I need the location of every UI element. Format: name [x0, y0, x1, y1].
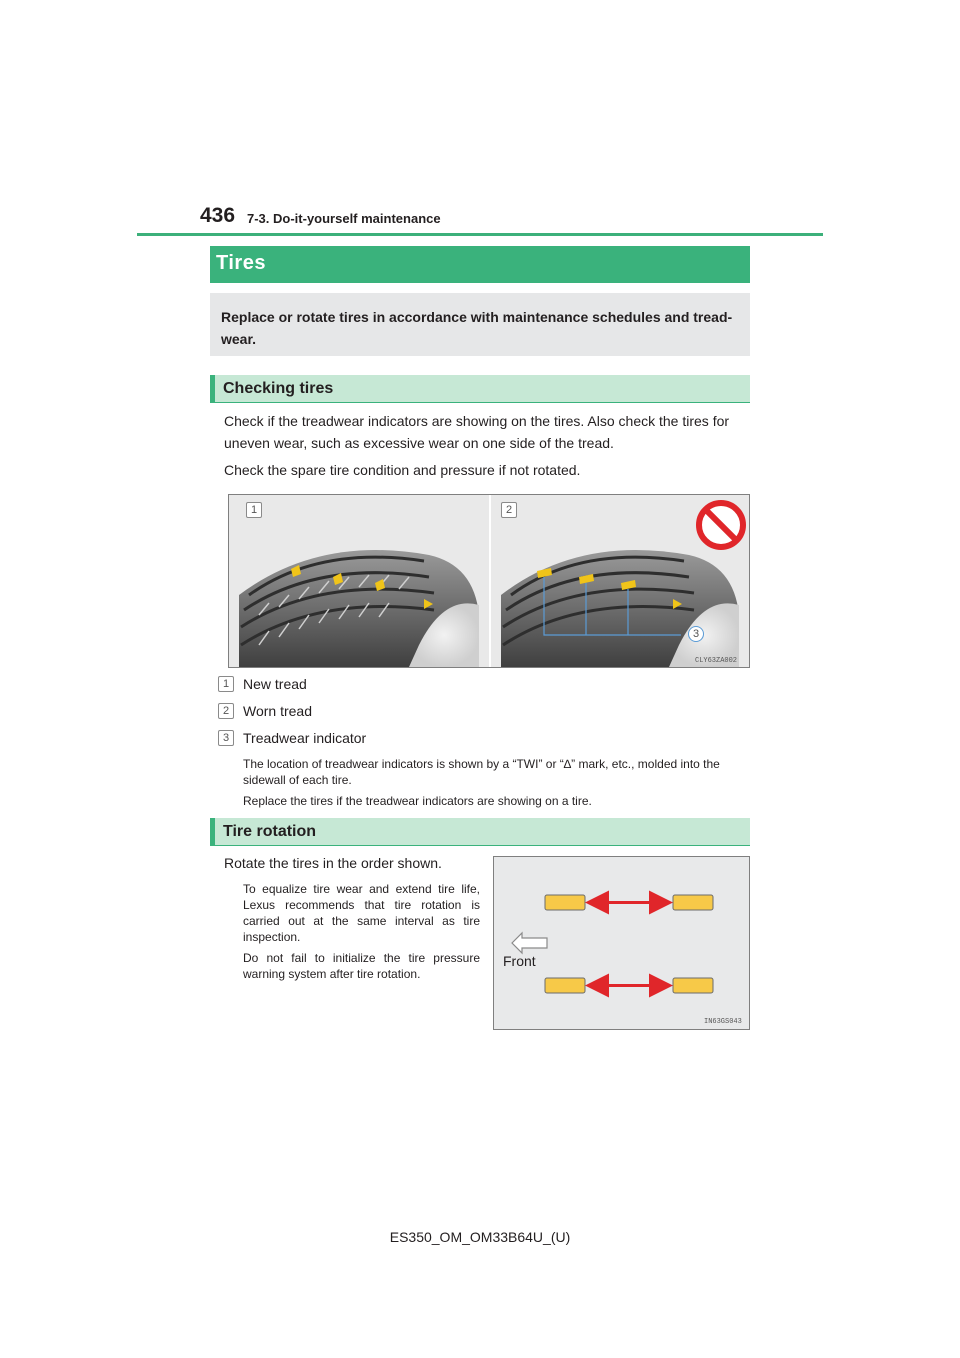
rotation-note-2: Do not fail to initialize the tire pressure warning system after tire rotation.: [243, 951, 480, 981]
treadwear-note-2: Replace the tires if the treadwear indicators are showing on a tire.: [243, 794, 592, 808]
checking-paragraph-1: Check if the treadwear indicators are showing on the tires. Also check the tires for uneven wear, such as excessive wear on one side of the tread.: [224, 413, 730, 451]
prohibited-icon: [699, 503, 743, 547]
list-number-1: 1: [218, 676, 234, 692]
callout-3: 3: [688, 626, 704, 642]
front-arrow-icon: [512, 933, 547, 953]
figure-code: CLY63ZA002: [695, 657, 738, 665]
header-rule: [137, 233, 823, 236]
tire-rotation-heading: [210, 818, 750, 846]
tread-illustration: [229, 495, 749, 667]
page-number: 436: [200, 204, 236, 227]
rotation-figure-code: IN63GS043: [704, 1018, 742, 1026]
rear-left-tire: [545, 978, 585, 993]
rotation-paragraph: Rotate the tires in the order shown.: [224, 855, 442, 871]
list-number-3: 3: [218, 730, 234, 746]
front-left-tire: [545, 895, 585, 910]
list-number-2: 2: [218, 703, 234, 719]
list-item-new-tread: New tread: [243, 676, 307, 692]
rear-right-tire: [673, 978, 713, 993]
treadwear-note-1: The location of treadwear indicators is shown by a “TWI” or “∆” mark, etc., molded into the sidewall of each tire.: [243, 757, 720, 787]
checking-tires-heading: [210, 375, 750, 403]
intro-box: Replace or rotate tires in accordance with maintenance schedules and tread-wear.: [210, 293, 750, 356]
checking-paragraph-2: Check the spare tire condition and pressure if not rotated.: [224, 462, 581, 478]
rotation-diagram: [494, 857, 749, 1029]
tire-rotation-heading-text: Tire rotation: [223, 823, 317, 840]
page-title: Tires: [216, 252, 266, 274]
front-label: Front: [503, 953, 536, 969]
section-label: 7-3. Do-it-yourself maintenance: [247, 211, 441, 226]
front-right-tire: [673, 895, 713, 910]
rotation-note-1: To equalize tire wear and extend tire life, Lexus recommends that tire rotation is carried out at the same interval as tire inspection.: [243, 882, 480, 944]
list-item-worn-tread: Worn tread: [243, 703, 312, 719]
callout-1: 1: [246, 502, 262, 518]
rotation-figure: [493, 856, 750, 1030]
document-code: ES350_OM_OM33B64U_(U): [389, 1229, 571, 1245]
list-item-treadwear-indicator: Treadwear indicator: [243, 730, 367, 746]
callout-2: 2: [501, 502, 517, 518]
checking-tires-heading-text: Checking tires: [223, 380, 334, 397]
page-title-bar: [210, 246, 750, 283]
tread-figure: [228, 494, 750, 668]
